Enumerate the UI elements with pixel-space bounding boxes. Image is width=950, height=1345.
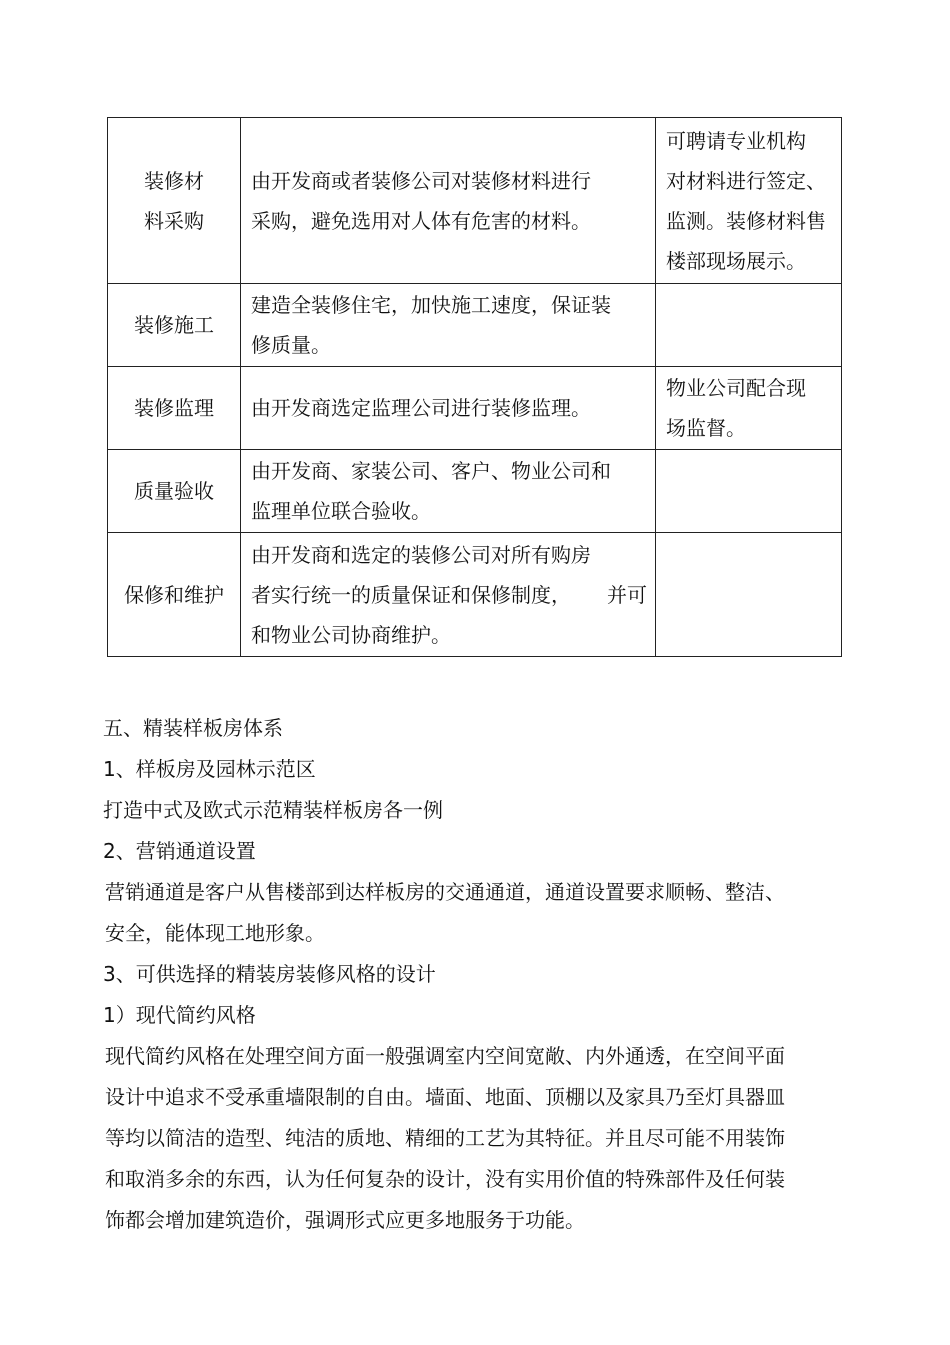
row-description-cell	[241, 450, 656, 533]
paragraph-line: 等均以简洁的造型、纯洁的质地、精细的工艺为其特征。并且尽可能不用装饰	[105, 1126, 785, 1150]
table-row	[108, 118, 842, 284]
row-note-line: 可聘请专业机构	[666, 128, 806, 153]
subsection-heading: 3、可供选择的精装房装修风格的设计	[103, 962, 436, 986]
decoration-process-table	[107, 117, 842, 657]
row-description-cell	[241, 367, 656, 450]
table-row	[108, 367, 842, 450]
row-label-line: 保修和维护	[124, 582, 224, 607]
section-heading: 五、精装样板房体系	[103, 716, 283, 740]
row-note-cell	[656, 367, 842, 450]
row-note-line: 监测。装修材料售	[666, 208, 826, 233]
row-label-line: 装修材	[144, 168, 204, 193]
style-heading: 1）现代简约风格	[103, 1003, 256, 1027]
row-description-line: 监理单位联合验收。	[251, 499, 431, 523]
row-description-line: 和物业公司协商维护。	[251, 622, 451, 647]
row-label-cell	[108, 450, 241, 533]
table-row	[108, 450, 842, 533]
row-label-line: 质量验收	[134, 479, 214, 503]
row-description-cell	[241, 284, 656, 367]
row-description-line: 修质量。	[251, 333, 331, 357]
row-note-cell	[656, 118, 842, 284]
paragraph-line: 饰都会增加建筑造价，强调形式应更多地服务于功能。	[105, 1208, 585, 1232]
row-note-line: 物业公司配合现	[666, 376, 806, 400]
row-description-cell	[241, 118, 656, 284]
paragraph-line: 设计中追求不受承重墙限制的自由。墙面、地面、顶棚以及家具乃至灯具器皿	[105, 1085, 785, 1109]
row-description-line: 采购，避免选用对人体有危害的材料。	[251, 208, 591, 233]
row-description-line: 建造全装修住宅，加快施工速度，保证装	[251, 293, 611, 317]
row-label-line: 装修监理	[134, 396, 214, 420]
table-row	[108, 533, 842, 657]
row-label-line: 料采购	[144, 208, 204, 233]
row-note-line: 楼部现场展示。	[666, 248, 806, 273]
subsection-heading: 2、营销通道设置	[103, 839, 256, 863]
paragraph-line: 和取消多余的东西，认为任何复杂的设计，没有实用价值的特殊部件及任何装	[105, 1167, 785, 1191]
row-label-line: 装修施工	[134, 313, 214, 337]
row-label-cell	[108, 367, 241, 450]
paragraph-line: 安全，能体现工地形象。	[105, 921, 325, 945]
row-note-cell	[656, 450, 842, 533]
row-description-line: 由开发商选定监理公司进行装修监理。	[251, 396, 591, 420]
row-note-line: 对材料进行签定、	[666, 168, 826, 193]
row-description-text: 者实行统一的质量保证和保修制度，	[251, 582, 571, 607]
row-description-line	[251, 575, 647, 615]
paragraph-line: 营销通道是客户从售楼部到达样板房的交通通道，通道设置要求顺畅、整洁、	[105, 880, 785, 904]
document-body	[103, 708, 823, 1241]
row-label-cell	[108, 533, 241, 657]
paragraph-line: 现代简约风格在处理空间方面一般强调室内空间宽敞、内外通透，在空间平面	[105, 1044, 785, 1068]
row-label-cell	[108, 284, 241, 367]
table-row	[108, 284, 842, 367]
row-description-cell	[241, 533, 656, 657]
paragraph: 打造中式及欧式示范精装样板房各一例	[103, 798, 443, 822]
row-note-cell	[656, 533, 842, 657]
row-note-cell	[656, 284, 842, 367]
row-note-line: 场监督。	[666, 416, 746, 440]
row-description-line: 由开发商、家装公司、客户、物业公司和	[251, 459, 611, 483]
row-description-suffix: 并可	[607, 582, 647, 607]
row-label-cell	[108, 118, 241, 284]
subsection-heading: 1、样板房及园林示范区	[103, 757, 316, 781]
row-description-line: 由开发商或者装修公司对装修材料进行	[251, 168, 591, 193]
row-description-line: 由开发商和选定的装修公司对所有购房	[251, 542, 591, 567]
